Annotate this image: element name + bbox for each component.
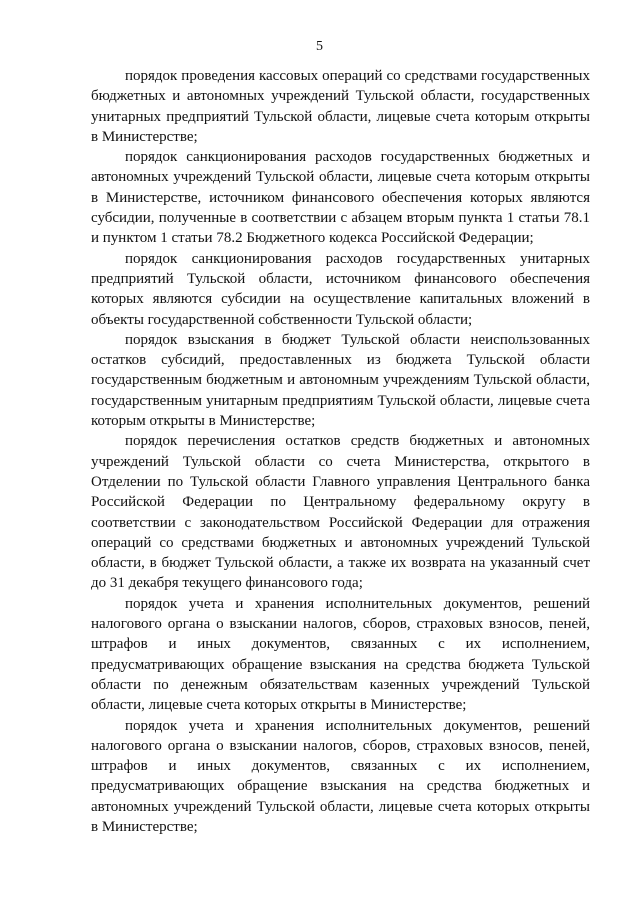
paragraph-documents-institutions: порядок учета и хранения исполнительных документов, решений налогового органа о взыскании налогов, сборов, страховых взносов, пеней, штрафов и иных документов, связанных с их исполнением, предусматривающих обращение взыскания на средства бюджетных и автономных учреждений Тульской области, лицевые счета которых открыты в Министерстве; bbox=[91, 717, 590, 835]
paragraph-sanction-institutions: порядок санкционирования расходов государственных бюджетных и автономных учреждений Тульской области, лицевые счета которым открыты в Министерстве, источником финансового обеспечения которых являются субсидии, полученные в соответствии с абзацем вторым пункта 1 статьи 78.1 и пунктом 1 статьи 78.2 Бюджетного кодекса Российской Федерации; bbox=[91, 149, 590, 247]
paragraph-subsidy-recovery: порядок взыскания в бюджет Тульской области неиспользованных остатков субсидий, предоставленных из бюджета Тульской области государственным бюджетным и автономным учреждениям Тульской области, государственным унитарным предприятиям Тульской области, лицевые счета которым открыты в Министерстве; bbox=[91, 331, 590, 430]
paragraph-balance-transfer: порядок перечисления остатков средств бюджетных и автономных учреждений Тульской области со счета Министерства, открытого в Отделении по Тульской области Главного управления Центрального банка Российской Федерации по Центральному федеральному округу в соответствии с законодательством Российской Федерации для отражения операций со средствами бюджетных и автономных учреждений Тульской области, в бюджет Тульской области, а также их возврата на указанный счет до 31 декабря текущего финансового года; bbox=[91, 433, 590, 592]
paragraph-documents-state-budget: порядок учета и хранения исполнительных документов, решений налогового органа о взыскании налогов, сборов, страховых взносов, пеней, штрафов и иных документов, связанных с их исполнением, предусматривающих обращение взыскания на средства бюджета Тульской области по денежным обязательствам казенных учреждений Тульской области, лицевые счета которых открыты в Министерстве; bbox=[91, 595, 590, 714]
paragraph-sanction-enterprises: порядок санкционирования расходов государственных унитарных предприятий Тульской области, источником финансового обеспечения которых являются субсидии на осуществление капитальных вложений в объекты государственной собственности Тульской области; bbox=[91, 250, 590, 328]
page-number: 5 bbox=[316, 39, 323, 54]
document-body bbox=[91, 66, 590, 837]
paragraph-cash-operations: порядок проведения кассовых операций со средствами государственных бюджетных и автономных учреждений Тульской области, государственных унитарных предприятий Тульской области, лицевые счета которым открыты в Министерстве; bbox=[91, 68, 590, 145]
